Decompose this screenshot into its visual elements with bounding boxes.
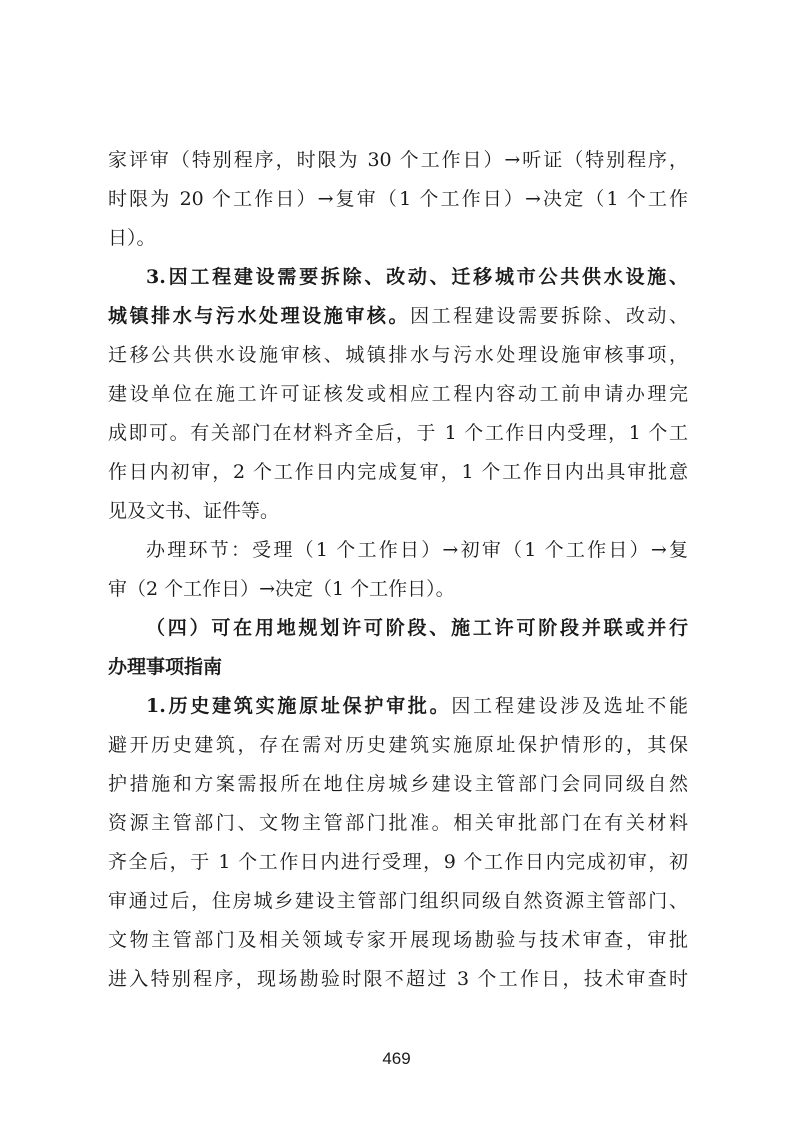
text-line: 资源主管部门、文物主管部门批准。相关审批部门在有关材料 [108,812,688,834]
subsection-heading-line: 办理事项指南 [108,656,223,678]
text-line: 办理环节：受理（1 个工作日）→初审（1 个工作日）→复 [146,539,688,561]
section-heading-end: 城镇排水与污水处理设施审核。 [108,305,411,327]
text-line: 文物主管部门及相关领域专家开展现场勘验与技术审查，审批 [108,929,688,951]
text-line: 避开历史建筑，存在需对历史建筑实施原址保护情形的，其保 [108,734,688,756]
text-line: 审通过后，住房城乡建设主管部门组织同级自然资源主管部门、 [108,890,688,912]
text-line: 审（2 个工作日）→决定（1 个工作日）。 [108,578,455,600]
text-line: 日）。 [108,227,156,249]
paragraph-text: 因工程建设需要拆除、改动、 [410,305,688,327]
text-line: 时限为 20 个工作日）→复审（1 个工作日）→决定（1 个工作 [108,188,688,210]
paragraph-text: 因工程建设涉及选址不能 [451,695,688,717]
text-line-mixed [146,689,688,723]
text-line: 护措施和方案需报所在地住房城乡建设主管部门会同同级自然 [108,773,688,795]
text-line: 家评审（特别程序，时限为 30 个工作日）→听证（特别程序， [108,149,688,171]
text-line: 作日内初审，2 个工作日内完成复审，1 个工作日内出具审批意 [108,461,688,483]
text-line-mixed [108,299,688,333]
text-line: 见及文书、证件等。 [108,500,280,522]
subsection-heading-line: （四）可在用地规划许可阶段、施工许可阶段并联或并行 [146,617,688,639]
text-line: 齐全后，于 1 个工作日内进行受理，9 个工作日内完成初审，初 [108,851,688,873]
section-heading-line: 3.因工程建设需要拆除、改动、迁移城市公共供水设施、 [146,266,688,288]
item-heading: 1.历史建筑实施原址保护审批。 [146,695,452,717]
text-line: 迁移公共供水设施审核、城镇排水与污水处理设施审核事项， [108,344,688,366]
text-line: 建设单位在施工许可证核发或相应工程内容动工前申请办理完 [108,383,688,405]
text-line: 成即可。有关部门在材料齐全后，于 1 个工作日内受理，1 个工 [108,422,688,444]
page-number: 469 [382,1049,411,1068]
text-line: 进入特别程序，现场勘验时限不超过 3 个工作日，技术审查时 [108,968,688,990]
